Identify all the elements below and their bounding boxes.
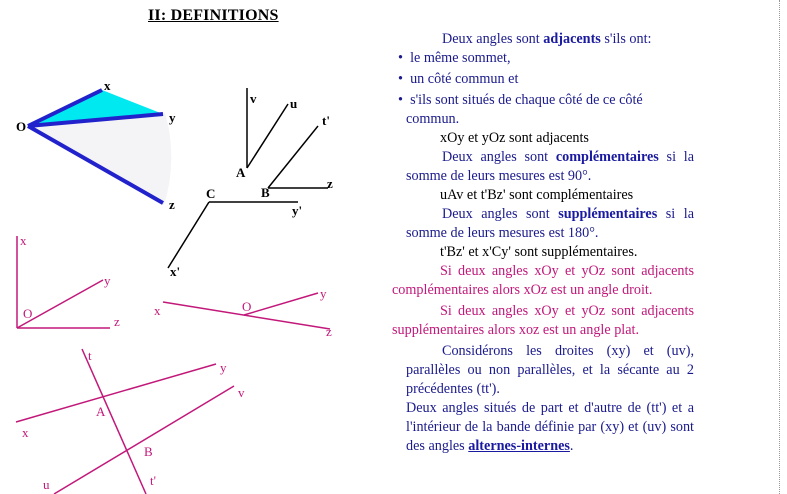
label-x: x: [20, 233, 27, 248]
label-o: O: [23, 306, 33, 321]
label-z: z: [327, 176, 333, 191]
page-edge-divider: [779, 0, 780, 494]
label-x: x: [22, 425, 29, 440]
label-x: x: [154, 303, 161, 318]
label-o: O: [242, 299, 252, 314]
bullet-item-continued: commun.: [406, 111, 460, 127]
bullet-item: • un côté commun et: [398, 71, 519, 87]
label-t-prime: t': [322, 113, 330, 128]
label-t-prime: t': [150, 473, 156, 488]
angle-yoz-shading: [28, 113, 171, 205]
ray-au: [247, 104, 288, 168]
supplementary-definition: Deux angles sont supplémentaires si la somme de leurs mesures est 180°.: [406, 206, 694, 241]
property-complementary: Si deux angles xOy et yOz sont adjacents complémentaires alors xOz est un angle droit.: [392, 263, 694, 298]
adjacent-definition: Deux angles sont adjacents s'ils ont:: [442, 31, 652, 47]
line-uv: [54, 386, 234, 494]
figure-complementary-angles: [168, 88, 333, 279]
ray-bt: [268, 126, 318, 188]
label-v: v: [250, 91, 257, 106]
label-x-prime: x': [170, 264, 181, 279]
ray-oy: [244, 293, 318, 315]
label-a: A: [236, 165, 246, 180]
page-title: II: DEFINITIONS: [148, 7, 279, 24]
definitions-text: [392, 30, 694, 456]
bullet-item: • le même sommet,: [398, 50, 511, 66]
figure-adjacent-angles: [16, 78, 176, 212]
label-u: u: [43, 477, 50, 492]
label-z: z: [169, 197, 175, 212]
label-a: A: [96, 404, 106, 419]
label-c: C: [206, 186, 216, 201]
label-x: x: [104, 78, 111, 93]
label-y: y: [169, 110, 176, 125]
keyword-complementaires: complémentaires: [555, 149, 659, 165]
label-b: B: [261, 185, 270, 200]
label-b: B: [144, 444, 153, 459]
label-z: z: [114, 314, 120, 329]
label-u: u: [290, 96, 298, 111]
alternate-interior-definition: Deux angles situés de part et d'autre de (tt') et a l'intérieur de la bande définie par (xy) et (uv) sont des angles alternes-internes.: [406, 400, 694, 454]
secant-context: Considérons les droites (xy) et (uv), parallèles ou non parallèles, et la sécante au 2 précédentes (tt').: [406, 343, 694, 397]
figure-flat-angle: [154, 286, 332, 339]
label-v: v: [238, 385, 245, 400]
label-t: t: [88, 348, 92, 363]
property-supplementary: Si deux angles xOy et yOz sont adjacents supplémentaires alors xoz est un angle plat.: [392, 303, 694, 338]
complementary-definition: Deux angles sont complémentaires si la somme de leurs mesures est 90°.: [406, 149, 694, 184]
example-supplementary: t'Bz' et x'Cy' sont supplémentaires.: [440, 244, 638, 260]
keyword-alternes-internes: alternes-internes: [468, 438, 570, 454]
bullet-item: • s'ils sont situés de chaque côté de ce côté: [398, 92, 643, 108]
label-y: y: [320, 286, 327, 301]
example-complementary: uAv et t'Bz' sont complémentaires: [440, 187, 634, 203]
label-y: y: [220, 360, 227, 375]
figure-secant-lines: [16, 348, 245, 494]
example-adjacent: xOy et yOz sont adjacents: [440, 130, 589, 146]
line-xy: [16, 364, 216, 422]
figure-right-angle: [17, 233, 120, 329]
label-y: y: [104, 273, 111, 288]
label-z: z: [326, 324, 332, 339]
keyword-adjacents: adjacents: [543, 31, 601, 47]
label-o: O: [16, 119, 27, 134]
label-y-prime: y': [292, 203, 303, 218]
keyword-supplementaires: supplémentaires: [558, 206, 658, 222]
